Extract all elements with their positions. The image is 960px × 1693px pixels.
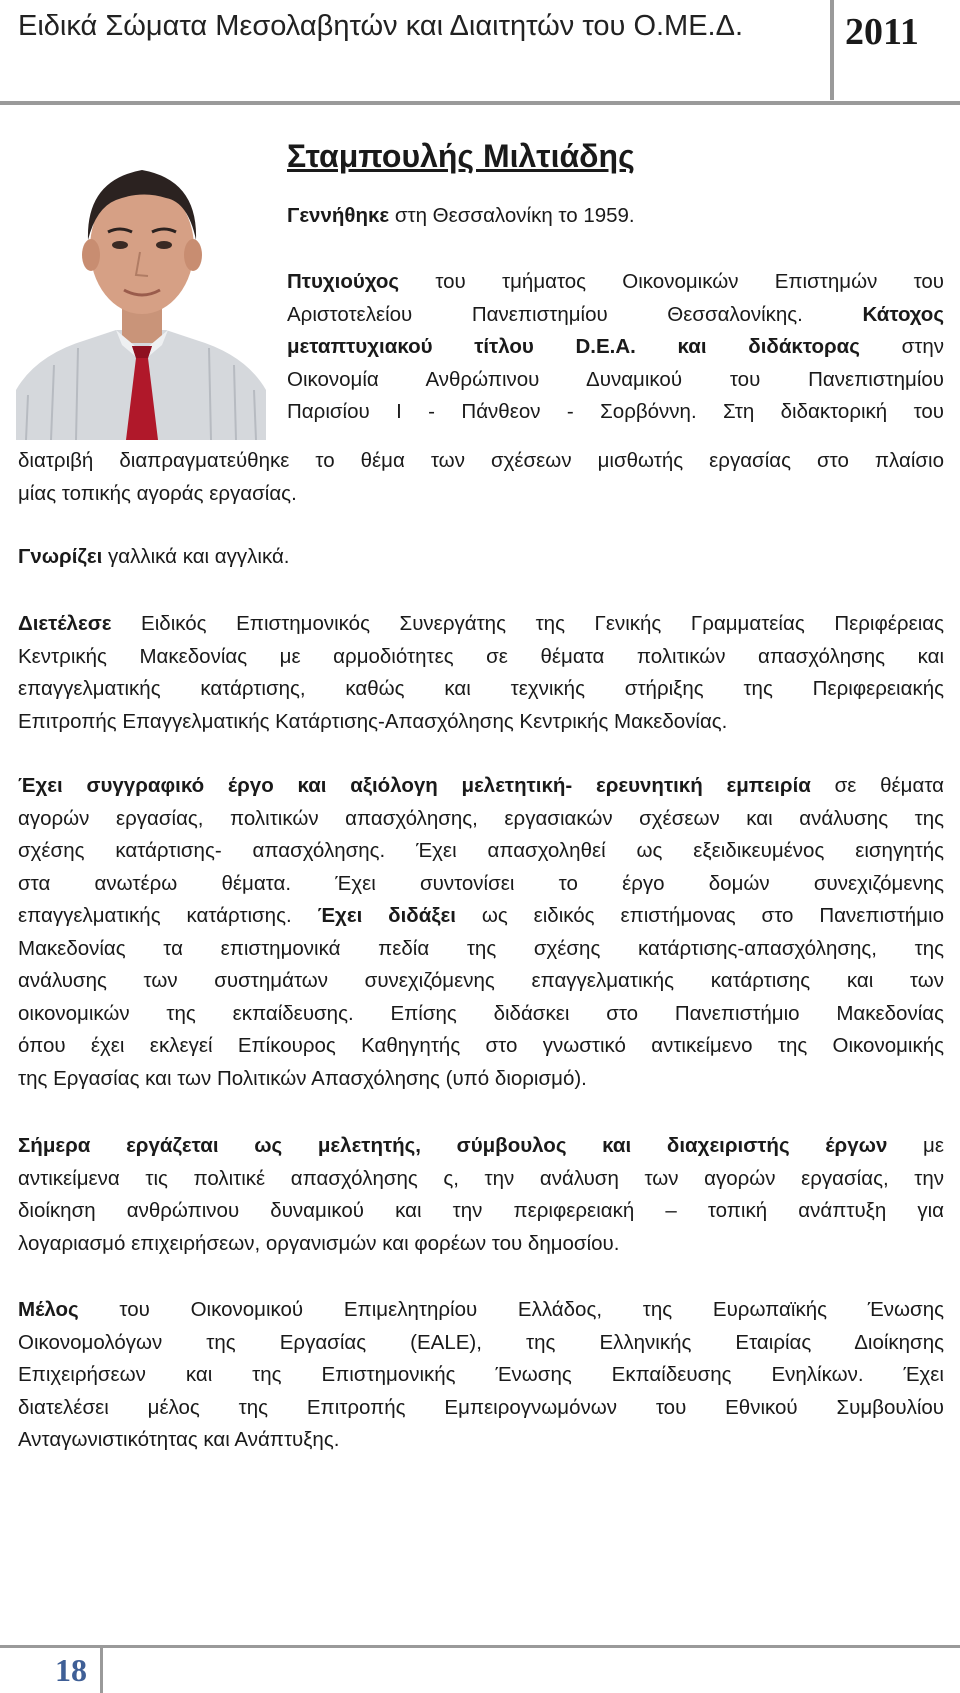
portrait-photo bbox=[16, 140, 266, 440]
current-work-line: διοίκηση ανθρώπινου δυναμικού και την περιφερειακή – τοπική ανάπτυξη για bbox=[18, 1199, 944, 1222]
research-line: ανάλυσης των συστημάτων συνεχιζόμενης επαγγελματικής κατάρτισης και των bbox=[18, 969, 944, 992]
education-paragraph-bottom bbox=[18, 445, 944, 510]
membership-line: Οικονομολόγων της Εργασίας (EALE), της Ελληνικής Εταιρίας Διοίκησης bbox=[18, 1330, 944, 1354]
research-line: σχέσης κατάρτισης- απασχόλησης. Έχει απασχοληθεί ως εξειδικευμένος εισηγητής bbox=[18, 839, 944, 862]
education-line: του τμήματος Οικονομικών Επιστημών του bbox=[399, 270, 944, 293]
research-line: Μακεδονίας τα επιστημονικά πεδία της σχέσης κατάρτισης-απασχόλησης, της bbox=[18, 936, 944, 960]
born-paragraph bbox=[287, 200, 947, 233]
career-paragraph bbox=[18, 608, 944, 738]
header-divider bbox=[830, 0, 834, 100]
career-line: Ειδικός Επιστημονικός Συνεργάτης της Γενικής Γραμματείας Περιφέρειας bbox=[111, 612, 944, 635]
born-text: στη Θεσσαλονίκη το 1959. bbox=[389, 204, 635, 227]
education-line: Αριστοτελείου Πανεπιστημίου Θεσσαλονίκης. bbox=[287, 302, 863, 326]
career-line: επαγγελματικής κατάρτισης, καθώς και τεχνικής στήριξης της Περιφερειακής bbox=[18, 677, 944, 700]
current-work-line: αντικείμενα τις πολιτικέ απασχόλησης ς, την ανάλυση των αγορών εργασίας, την bbox=[18, 1166, 944, 1190]
person-name: Σταμπουλής Μιλτιάδης bbox=[287, 138, 635, 174]
membership-line: διατελέσει μέλος της Επιτροπής Εμπειρογνωμόνων του Εθνικού Συμβουλίου bbox=[18, 1395, 944, 1419]
current-work-paragraph bbox=[18, 1130, 944, 1260]
research-line: της Εργασίας και των Πολιτικών Απασχόλησης (υπό διορισμό). bbox=[18, 1066, 587, 1090]
degree-title: μεταπτυχιακού τίτλου D.E.A. και διδάκτορας bbox=[287, 335, 860, 358]
research-line: σε θέματα bbox=[810, 774, 945, 797]
born-label: Γεννήθηκε bbox=[287, 204, 390, 227]
education-label: Πτυχιούχος bbox=[287, 270, 400, 293]
research-line: οικονομικών της εκπαίδευσης. Επίσης διδάσκει στο Πανεπιστήμιο Μακεδονίας bbox=[18, 1001, 944, 1025]
footer-divider bbox=[100, 1645, 103, 1693]
languages-paragraph bbox=[18, 541, 944, 574]
languages-label: Γνωρίζει bbox=[18, 545, 103, 568]
languages-text: γαλλικά και αγγλικά. bbox=[102, 545, 290, 568]
current-work-line: με bbox=[887, 1134, 945, 1157]
header-year: 2011 bbox=[845, 11, 919, 53]
membership-line: Επιχειρήσεων και της Επιστημονικής Ένωσης Εκπαίδευσης Ενηλίκων. Έχει bbox=[18, 1363, 944, 1386]
career-line: Επιτροπής Επαγγελματικής Κατάρτισης-Απασχόλησης Κεντρικής Μακεδονίας. bbox=[18, 709, 728, 733]
research-line: ως ειδικός επιστήμονας στο Πανεπιστήμιο bbox=[455, 904, 944, 927]
page-header bbox=[0, 0, 960, 110]
page-number: 18 bbox=[55, 1652, 87, 1688]
research-line: επαγγελματικής κατάρτισης. bbox=[18, 904, 318, 927]
membership-line: του Οικονομικού Επιμελητηρίου Ελλάδος, της Ευρωπαϊκής Ένωσης bbox=[78, 1298, 944, 1321]
education-line: διατριβή διαπραγματεύθηκε το θέμα των σχέσεων μισθωτής εργασίας στο πλαίσιο bbox=[18, 449, 944, 472]
research-line: στα ανωτέρω θέματα. Έχει συντονίσει το έργο δομών συνεχιζόμενης bbox=[18, 871, 944, 895]
membership-label: Μέλος bbox=[18, 1298, 79, 1321]
membership-paragraph bbox=[18, 1294, 944, 1457]
footer-rule bbox=[0, 1645, 960, 1648]
education-line: μίας τοπικής αγοράς εργασίας. bbox=[18, 481, 297, 505]
current-work-label: Σήμερα εργάζεται ως μελετητής, σύμβουλος και διαχειριστής έργων bbox=[18, 1134, 888, 1157]
header-title: Ειδικά Σώματα Μεσολαβητών και Διαιτητών του Ο.ΜΕ.Δ. bbox=[18, 10, 744, 42]
education-line: στην bbox=[859, 335, 944, 358]
career-label: Διετέλεσε bbox=[18, 612, 112, 635]
education-line: Παρισίου Ι - Πάνθεον - Σορβόννη. Στη διδακτορική του bbox=[287, 400, 944, 423]
teaching-label: Έχει διδάξει bbox=[317, 904, 456, 927]
research-label: Έχει συγγραφικό έργο και αξιόλογη μελετητική- ερευνητική εμπειρία bbox=[18, 774, 811, 797]
career-line: Κεντρικής Μακεδονίας με αρμοδιότητες σε θέματα πολιτικών απασχόλησης και bbox=[18, 644, 944, 668]
research-paragraph bbox=[18, 770, 944, 1095]
research-line: όπου έχει εκλεγεί Επίκουρος Καθηγητής στο γνωστικό αντικείμενο της Οικονομικής bbox=[18, 1034, 944, 1057]
education-paragraph-top bbox=[287, 266, 944, 429]
research-line: αγορών εργασίας, πολιτικών απασχόλησης, εργασιακών σχέσεων και ανάλυσης της bbox=[18, 806, 944, 830]
degree-label: Κάτοχος bbox=[862, 302, 944, 326]
education-line: Οικονομία Ανθρώπινου Δυναμικού του Πανεπιστημίου bbox=[287, 367, 944, 391]
current-work-line: λογαριασμό επιχειρήσεων, οργανισμών και φορέων του δημοσίου. bbox=[18, 1231, 620, 1255]
header-rule bbox=[0, 101, 960, 105]
membership-line: Ανταγωνιστικότητας και Ανάπτυξης. bbox=[18, 1428, 340, 1451]
